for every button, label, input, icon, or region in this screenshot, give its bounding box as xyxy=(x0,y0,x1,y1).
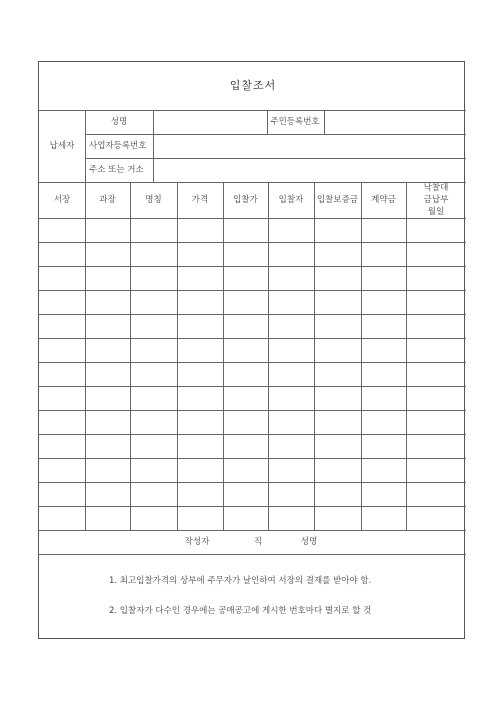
column-header: 계약금 xyxy=(371,195,396,205)
address-label: 주소 또는 거소 xyxy=(89,165,144,175)
table-row xyxy=(39,386,466,387)
table-row xyxy=(39,266,466,267)
form-title: 입찰조서 xyxy=(229,79,277,92)
column-header: 입찰자 xyxy=(278,195,304,205)
table-row xyxy=(39,290,466,291)
column-header: 입찰보증금 xyxy=(316,195,359,205)
column-divider xyxy=(130,182,131,530)
divider xyxy=(267,110,268,134)
column-header: 낙찰대금납부 월일 xyxy=(423,183,449,217)
taxpayer-label: 납세자 xyxy=(49,141,75,151)
column-divider xyxy=(314,182,315,530)
signature-name-label: 성명 xyxy=(300,537,318,547)
divider xyxy=(324,110,325,134)
note-1: 1. 최고입찰가격의 상부에 주무자가 날인하여 서장의 결재를 받아야 함. xyxy=(109,576,372,586)
column-header: 명칭 xyxy=(145,195,162,205)
resident-number-label: 주민등록번호 xyxy=(270,117,320,127)
table-row xyxy=(39,314,466,315)
name-label: 성명 xyxy=(110,117,128,127)
column-divider xyxy=(85,182,86,530)
column-header: 과장 xyxy=(99,195,116,205)
divider xyxy=(39,554,466,555)
business-number-label: 사업자등록번호 xyxy=(89,141,147,151)
column-divider xyxy=(406,182,407,530)
author-label: 작성자 xyxy=(184,537,210,547)
table-row xyxy=(39,482,466,483)
table-row xyxy=(39,218,466,219)
column-divider xyxy=(177,182,178,530)
table-row xyxy=(39,434,466,435)
divider xyxy=(153,110,154,182)
table-row xyxy=(39,362,466,363)
divider xyxy=(39,530,466,531)
note-2: 2. 입찰자가 다수인 경우에는 공매공고에 게시한 번호마다 별지로 할 것 xyxy=(109,606,372,616)
table-row xyxy=(39,410,466,411)
divider xyxy=(85,158,466,159)
table-row xyxy=(39,338,466,339)
column-divider xyxy=(223,182,224,530)
column-header: 가격 xyxy=(191,195,209,205)
column-header: 입찰가 xyxy=(233,195,258,205)
table-row xyxy=(39,458,466,459)
column-header: 서장 xyxy=(53,195,71,205)
bid-record-form xyxy=(38,61,465,639)
divider xyxy=(39,110,466,111)
column-divider xyxy=(268,182,269,530)
position-label: 직 xyxy=(253,537,263,547)
table-row xyxy=(39,242,466,243)
divider xyxy=(39,182,466,183)
table-row xyxy=(39,506,466,507)
divider xyxy=(85,110,86,182)
divider xyxy=(85,134,466,135)
column-divider xyxy=(361,182,362,530)
